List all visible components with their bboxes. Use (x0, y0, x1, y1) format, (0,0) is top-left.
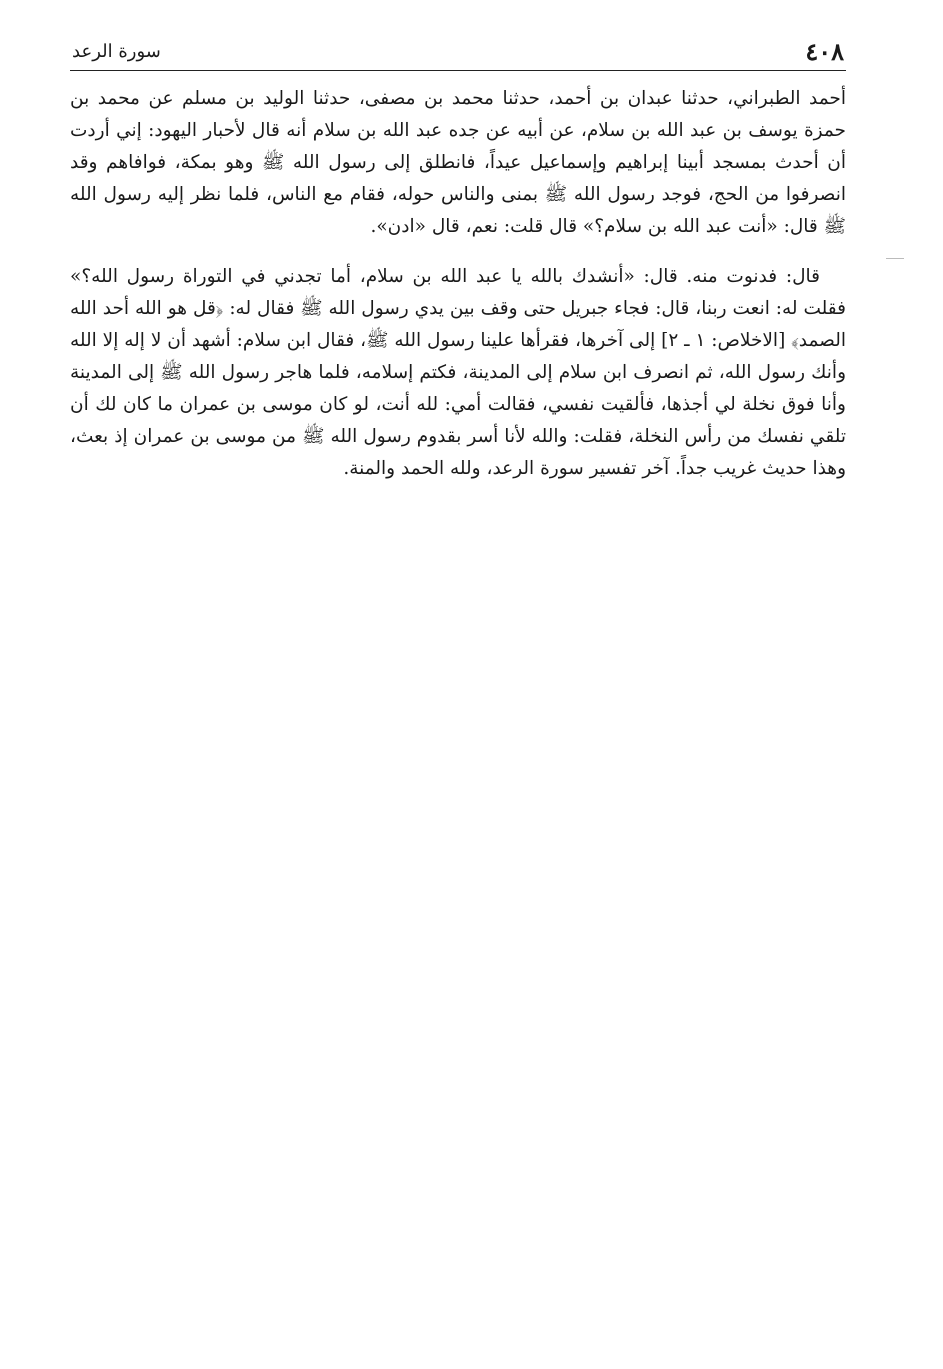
paragraph-hadith-narration: أحمد الطبراني، حدثنا عبدان بن أحمد، حدثنا محمد بن مصفى، حدثنا الوليد بن مسلم عن محمد بن حمزة يوسف بن عبد الله بن سلام، عن أبيه عن جده عبد الله بن سلام أنه قال لأحبار اليهود: إني أردت أن أحدث بمسجد أبينا إبراهيم وإسماعيل عيداً، فانطلق إلى رسول الله ﷺ وهو بمكة، فوافاهم وقد انصرفوا من الحج، فوجد رسول الله ﷺ بمنى والناس حوله، فقام مع الناس، فلما نظر إليه رسول الله ﷺ قال: «أنت عبد الله بن سلام؟» قال قلت: نعم، قال «ادن». (70, 88, 846, 237)
chapter-title: سورة الرعد (72, 41, 161, 62)
main-text (70, 83, 846, 485)
book-page (70, 36, 846, 485)
running-header (70, 36, 846, 71)
margin-scan-mark (886, 258, 904, 259)
page-number: ٤٠٨ (805, 37, 844, 66)
paragraph-ibn-salam-story: قال: فدنوت منه. قال: «أنشدك بالله يا عبد الله بن سلام، أما تجدني في التوراة رسول الله؟» فقلت له: انعت ربنا، قال: فجاء جبريل حتى وقف بين يدي رسول الله ﷺ فقال له: ﴿قل هو الله أحد الله الصمد﴾ [الاخلاص: ١ ـ ٢] إلى آخرها، فقرأها علينا رسول الله ﷺ، فقال ابن سلام: أشهد أن لا إله إلا الله وأنك رسول الله، ثم انصرف ابن سلام إلى المدينة، فكتم إسلامه، فلما هاجر رسول الله ﷺ إلى المدينة وأنا فوق نخلة لي أجذها، فألقيت نفسي، فقالت أمي: لله أنت، لو كان موسى بن عمران ما كان لك أن تلقي نفسك من رأس النخلة، فقلت: والله لأنا أسر بقدوم رسول الله ﷺ من موسى بن عمران إذ بعث، وهذا حديث غريب جداً. آخر تفسير سورة الرعد، ولله الحمد والمنة. (69, 266, 846, 479)
